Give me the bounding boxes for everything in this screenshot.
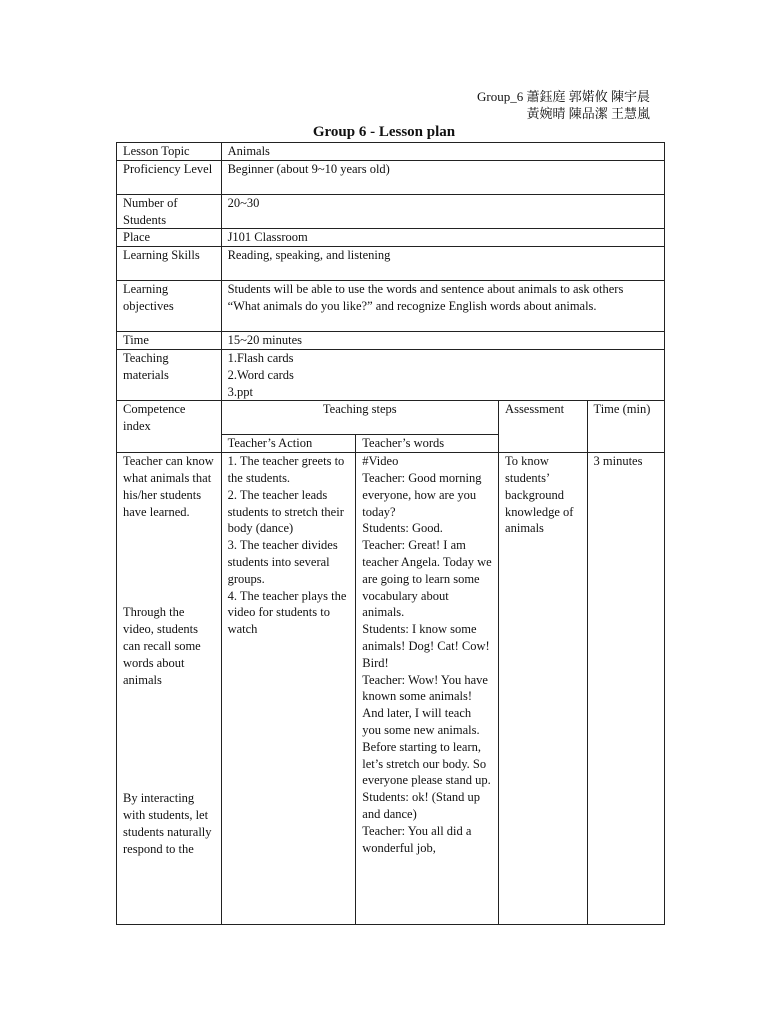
- label-cell: Number of Students: [117, 194, 222, 229]
- row-teaching-materials: [117, 349, 665, 400]
- document-title: Group 6 - Lesson plan: [312, 124, 456, 140]
- competence-item: Teacher can know what animals that his/her students have learned.: [123, 454, 214, 519]
- row-lesson-topic: [117, 143, 665, 161]
- step-row: [117, 453, 665, 925]
- assessment-cell: To know students’ background knowledge of animals: [499, 453, 587, 925]
- teachers-words-cell: #Video Teacher: Good morning everyone, how are you today? Students: Good. Teacher: Great! I am teacher Angela. Today we are going to learn some vocabulary about animals. Students: I know some animals! Dog! Cat! Cow! Bird! Teacher: Wow! You have known some animals! And later, I will teach you some new animals. Before starting to learn, let’s stretch our body. So everyone please stand up. Students: ok! (Stand up and dance) Teacher: You all did a wonderful job,: [356, 453, 499, 925]
- steps-header-row: [117, 401, 665, 435]
- value-cell: 1.Flash cards 2.Word cards 3.ppt: [221, 349, 664, 400]
- row-learning-skills: [117, 247, 665, 281]
- assessment-header: Assessment: [499, 401, 587, 453]
- teaching-steps-header: Teaching steps: [221, 401, 498, 435]
- value-cell: 20~30: [221, 194, 664, 229]
- authors-line-2: 黃婉晴 陳品潔 王慧嵐: [526, 106, 650, 121]
- teachers-action-cell: 1. The teacher greets to the students. 2. The teacher leads students to stretch their body (dance) 3. The teacher divides students into several groups. 4. The teacher plays the video for students to watch: [221, 453, 356, 925]
- authors-line-1: Group_6 蕭鈺庭 郭婼攸 陳宇晨: [477, 89, 650, 104]
- teachers-action-header: Teacher’s Action: [221, 435, 356, 453]
- row-time: [117, 332, 665, 350]
- value-cell: Reading, speaking, and listening: [221, 247, 664, 281]
- label-cell: Proficiency Level: [117, 160, 222, 194]
- value-cell: Students will be able to use the words and sentence about animals to ask others “What animals do you like?” and recognize English words about animals.: [221, 281, 664, 332]
- competence-item: By interacting with students, let students naturally respond to the: [123, 791, 212, 856]
- row-proficiency-level: [117, 160, 665, 194]
- value-cell: 15~20 minutes: [221, 332, 664, 350]
- time-header: Time (min): [587, 401, 664, 453]
- teachers-words-header: Teacher’s words: [356, 435, 499, 453]
- label-cell: Place: [117, 229, 222, 247]
- competence-cell: [117, 453, 222, 925]
- competence-index-header: Competence index: [117, 401, 222, 453]
- label-cell: Teaching materials: [117, 349, 222, 400]
- value-cell: J101 Classroom: [221, 229, 664, 247]
- label-cell: Learning Skills: [117, 247, 222, 281]
- lesson-plan-table: [116, 142, 665, 925]
- competence-item: Through the video, students can recall some words about animals: [123, 605, 201, 687]
- label-cell: Lesson Topic: [117, 143, 222, 161]
- label-cell: Time: [117, 332, 222, 350]
- label-cell: Learning objectives: [117, 281, 222, 332]
- authors-block: [477, 88, 650, 122]
- row-learning-objectives: [117, 281, 665, 332]
- value-cell: Beginner (about 9~10 years old): [221, 160, 664, 194]
- time-cell: 3 minutes: [587, 453, 664, 925]
- row-place: [117, 229, 665, 247]
- value-cell: Animals: [221, 143, 664, 161]
- row-number-of-students: [117, 194, 665, 229]
